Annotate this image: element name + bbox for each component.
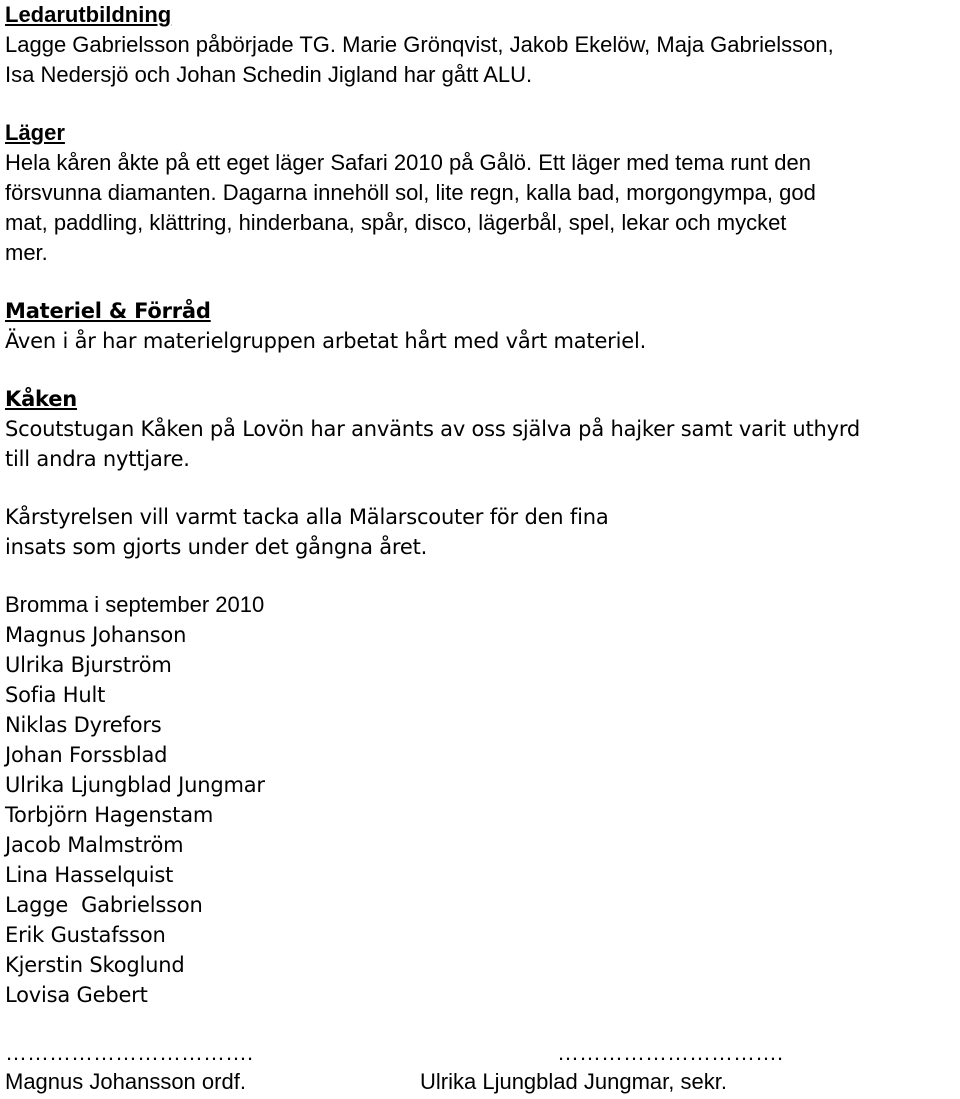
paragraph-line: mat, paddling, klättring, hinderbana, spår, disco, lägerbål, spel, lekar och mycket [5, 210, 787, 235]
board-member: Ulrika Ljungblad Jungmar [5, 773, 265, 797]
board-member: Kjerstin Skoglund [5, 953, 185, 977]
section-lager [5, 118, 955, 268]
signature-dots-row [5, 1038, 955, 1068]
board-member: Erik Gustafsson [5, 923, 166, 947]
signature-dots-right: …………………………. [557, 1040, 784, 1065]
paragraph-line: till andra nyttjare. [5, 447, 190, 471]
board-member: Ulrika Bjurström [5, 653, 172, 677]
section-ledarutbildning [5, 0, 955, 90]
board-member: Jacob Malmström [5, 833, 184, 857]
signature-name-chair: Magnus Johansson ordf. [5, 1069, 246, 1094]
section-heading-ledarutbildning: Ledarutbildning [5, 2, 172, 27]
section-materiel [5, 296, 955, 356]
paragraph-line: Scoutstugan Kåken på Lovön har använts av oss själva på hajker samt varit uthyrd [5, 417, 861, 441]
place-date: Bromma i september 2010 [5, 592, 265, 617]
section-heading-lager: Läger [5, 120, 65, 145]
paragraph-line: Hela kåren åkte på ett eget läger Safari 2010 på Gålö. Ett läger med tema runt den [5, 150, 811, 175]
paragraph-line: mer. [5, 240, 48, 265]
section-kaken [5, 384, 955, 474]
board-member: Magnus Johanson [5, 623, 187, 647]
signoff-block [5, 590, 955, 1010]
board-member: Johan Forssblad [5, 743, 168, 767]
board-member: Lagge Gabrielsson [5, 893, 203, 917]
board-member-list [5, 620, 955, 1010]
board-member: Niklas Dyrefors [5, 713, 162, 737]
thanks-paragraph [5, 502, 955, 562]
section-heading-kaken: Kåken [5, 387, 78, 411]
paragraph-line: insats som gjorts under det gångna året. [5, 535, 428, 559]
signature-dots-left: ……………………………. [5, 1040, 254, 1065]
signature-names-row [5, 1067, 955, 1097]
paragraph-line: Lagge Gabrielsson påbörjade TG. Marie Grönqvist, Jakob Ekelöw, Maja Gabrielsson, [5, 32, 834, 57]
paragraph-line: Isa Nedersjö och Johan Schedin Jigland har gått ALU. [5, 62, 533, 87]
section-heading-materiel: Materiel & Förråd [5, 299, 211, 323]
board-member: Sofia Hult [5, 683, 106, 707]
board-member: Lovisa Gebert [5, 983, 148, 1007]
board-member: Lina Hasselquist [5, 863, 174, 887]
document-page [5, 0, 955, 1010]
paragraph-line: försvunna diamanten. Dagarna innehöll sol, lite regn, kalla bad, morgongympa, god [5, 180, 816, 205]
board-member: Torbjörn Hagenstam [5, 803, 214, 827]
paragraph-line: Även i år har materielgruppen arbetat hårt med vårt materiel. [5, 329, 647, 353]
paragraph-line: Kårstyrelsen vill varmt tacka alla Mälarscouter för den fina [5, 505, 609, 529]
signature-name-secretary: Ulrika Ljungblad Jungmar, sekr. [420, 1069, 727, 1094]
